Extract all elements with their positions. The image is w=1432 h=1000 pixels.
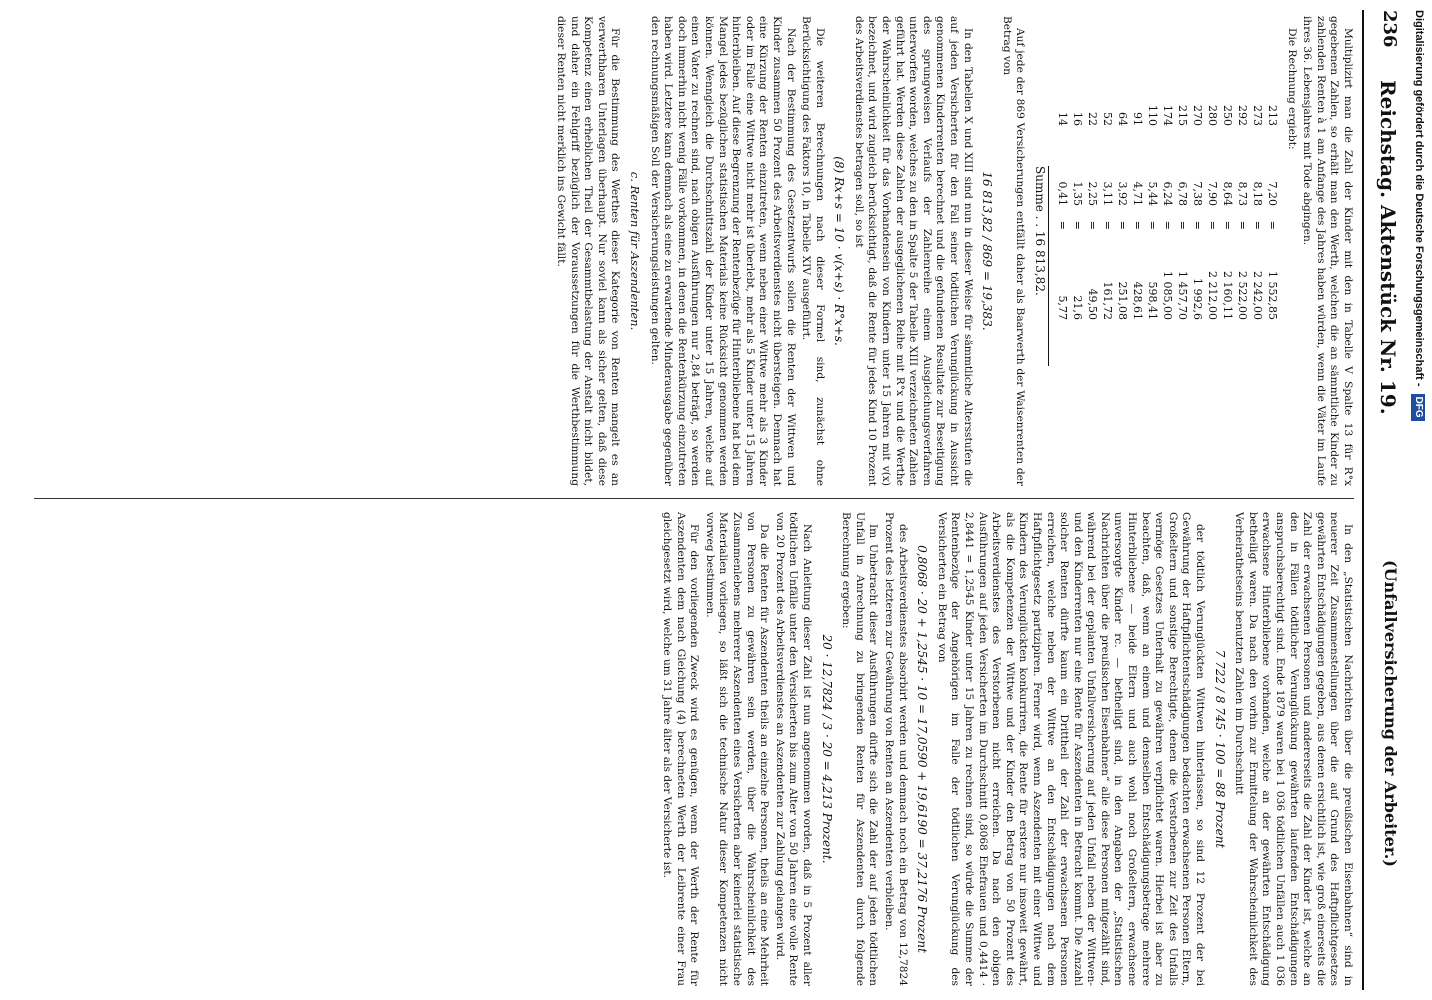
calc-cell: 1 992,6 (1191, 278, 1205, 320)
calc-cell: 8,18 (1251, 181, 1265, 206)
calc-cell: 7,38 (1191, 181, 1205, 206)
funding-text: Digitalisierung gefördert durch die Deutsche Forschungsgemeinschaft - (1413, 10, 1425, 387)
calc-cell: 64 (1116, 112, 1130, 126)
formula: 16 813,82 / 869 = 19,383. (980, 171, 995, 331)
calc-cell: 3,11 (1101, 181, 1115, 206)
calc-cell: 2,25 (1086, 181, 1100, 206)
calc-cell: = (1071, 220, 1085, 230)
formula: 0,8068 · 20 + 1,2545 · 10 = 17,0590 + 19,6190 = 37,2176 Prozent (915, 545, 930, 953)
calc-cell: 8,73 (1236, 181, 1250, 206)
paragraph: Für den vorliegenden Zweck wird es genügen, wenn der Werth der Rente für Aszendenten dem nach Gleichung (4) berechneten Werth der Leibrente einer Frau gleichgesetzt wird, welche um 31 Jahre älter als der Versicherte ist. (661, 512, 701, 986)
formula: 20 · 12,7824 / 3 · 20 = 4,213 Prozent. (819, 634, 834, 864)
paragraph: Auf jede der 869 Versicherungen entfällt daher als Baarwerth der Waisenrenten der Betrag von (1000, 16, 1027, 486)
calculation-table (1055, 56, 1280, 486)
calc-cell: = (1191, 220, 1205, 230)
header-rule (1362, 10, 1364, 990)
calc-cell: 273 (1251, 105, 1265, 126)
calc-cell: 5,44 (1146, 181, 1160, 206)
calculation-sum: Summe . . 16 813,82. (1032, 166, 1049, 366)
calc-cell: 270 (1191, 105, 1205, 126)
calc-cell: = (1236, 220, 1250, 230)
calc-cell: 161,72 (1101, 281, 1115, 320)
calc-cell: 14 (1056, 112, 1070, 126)
calc-cell: 22 (1086, 112, 1100, 126)
formula: (8) Rx+s = 10 · v(x+s) · R°x+s. (832, 156, 847, 346)
paragraph: In den Tabellen X und XIII sind nun in dieser Weise für sämmtliche Altersstufen die auf jeden Versicherten für den Fall seiner tödtlichen Verunglückung in Aussicht genommenen Kinderrenten berechnet und die gefundenen Resultate zur Beseitigung des sprungweisen Verlaufs der Zahlenreihe einem Ausgleichungsverfahren unterworfen worden, welches zu den in Spalte 5 der Tabelle XIII verzeichneten Zahlen geführt hat. Werden diese Zahlen der ausgeglichenen Reihe mit R°x und die Werthe der Wahrscheinlichkeit für das Vorhandensein von Kindern unter 15 Jahren mit v(x) bezeichnet, und wird zugleich berücksichtigt, daß die Rente für jedes Kind 10 Prozent des Arbeitsverdienstes betragen soll, so ist (852, 16, 974, 486)
paragraph: des Arbeitsverdienstes absorbirt werden und demnach noch ein Betrag von 12,7824 Prozent des letzteren zur Gewährung von Renten an Aszendenten verbleiben. (883, 512, 909, 986)
calc-cell: 213 (1266, 105, 1280, 126)
header-subject: (Unfallversicherung der Arbeiter.) (1381, 560, 1400, 867)
paragraph: der tödtlich Verunglückten Wittwen hinterlassen, so sind 12 Prozent der bei Gewährung der Haftpflichtentschädigungen bedachten erwachsenen Personen Eltern, Großeltern und sonstige Berechtigte, denen die Verstorbenen zur Zeit des Unfalls vermöge Gesetzes Unterhalt zu gewähren verpflichtet waren. Hierbei ist aber zu beachten, daß, wenn an einem und demselben Entschädigungsbetrage mehrere Hinterbliebene — beide Eltern und auch wohl noch Großeltern, erwachsene unversorgte Kinder rc. — betheiligt sind, in den Angaben der „Statistischen Nachrichten über die preußischen Eisenbahnen“ alle diese Personen mitgezählt sind, während bei der geplanten Unfallversicherung auf jeden Unfall neben der Wittwen- und den Kinderrenten nur eine Rente für Aszendenten in Betracht kommt. Die Anzahl solcher Renten dürfte kaum ein Drittheil der Zahl der erwachsenen Personen erreichen, welche neben der Wittwe an den Entschädigungen nach dem Haftpflichtgesetz partizipiren. Ferner wird, wenn Aszendenten mit einer Wittwe und Kindern des Verunglückten konkurriren, die Rente für erstere nur insoweit gewährt, als die Kompetenzen der Wittwe und der Kinder den Betrag von 50 Prozent des Arbeitsverdienstes des Verstorbenen nicht erreichen. Da nach den obigen Ausführungen auf jeden Versicherten im Durchschnitt 0,8068 Ehefrauen und 0,4414 · 2,8441 = 1,2545 Kinder unter 15 Jahren zu rechnen sind, so würde die Summe der Rentenbezüge der Angehörigen im Falle der tödtlichen Verunglückung des Versicherten ein Betrag von (935, 512, 1207, 986)
calc-cell: = (1116, 220, 1130, 230)
calc-cell: 280 (1206, 105, 1220, 126)
calc-cell: 251,08 (1116, 281, 1130, 320)
calc-cell: 250 (1221, 105, 1235, 126)
calc-cell: 215 (1176, 105, 1190, 126)
calc-cell: 1 085,00 (1161, 271, 1175, 320)
calc-cell: 0,41 (1056, 181, 1070, 206)
calc-cell: 1 457,70 (1176, 271, 1190, 320)
paragraph: Multiplizirt man die Zahl der Kinder mit den in Tabelle V Spalte 13 für R°x gegebenen Zahlen, so erhält man den Werth, welchen die an sämmtliche Kinder zu zahlenden Renten à 1 am Anfange des Jahres haben würden, wenn die Väter im Laufe ihres 36. Lebensjahres mit Tode abgingen. (1301, 16, 1354, 486)
calc-cell: 49,50 (1086, 288, 1100, 320)
calc-cell: = (1131, 220, 1145, 230)
paragraph: Für die Bestimmung des Werthes dieser Kategorie von Renten mangelt es an verwerthbaren Unterlagen überhaupt. Nur soviel kann als sicher gelten, daß diese Kompetenz einen erheblichen Theil der Gesammtbelastung der Anstalt nicht bildet, und daher ein Fehlgriff bezüglich der Voraussetzungen für die Werthbestimmung dieser Renten nicht merklich ins Gewicht fällt. (555, 16, 622, 486)
paragraph: In den „Statistischen Nachrichten über die preußischen Eisenbahnen“ sind in neuerer Zeit Zusammenstellungen über die auf Grund des Haftpflichtgesetzes gewährten Entschädigungen gegeben, aus denen ersichtlich ist, wie groß einerseits die Zahl der erwachsenen Personen und andererseits die Zahl der Kinder ist, welche an den in Fällen tödtlicher Verunglückung gewährten laufenden Entschädigungen anspruchsberechtigt sind. Ende 1879 waren bei 1 036 tödtlichen Unfällen auch 1 036 erwachsene Hinterbliebene vorhanden, welche an der gewährten Entschädigung betheiligt waren. Da nach den vorhin zur Ermittelung der Wahrscheinlichkeit des Verheirathetseins benutzten Zahlen im Durchschnitt (1233, 512, 1354, 986)
calc-cell: = (1056, 220, 1070, 230)
calc-cell: 91 (1131, 112, 1145, 126)
calc-cell: 6,78 (1176, 181, 1190, 206)
calc-cell: = (1101, 220, 1115, 230)
calc-cell: 7,90 (1206, 181, 1220, 206)
calc-cell: 5,77 (1056, 295, 1070, 320)
paragraph: Im Unbetracht dieser Ausführungen dürfte sich die Zahl der auf jeden tödtlichen Unfall in Anrechnung zu bringenden Renten für Aszendenten durch folgende Berechnung ergeben: (840, 512, 880, 986)
calc-cell: 2 242,00 (1251, 271, 1265, 320)
calc-cell: = (1146, 220, 1160, 230)
paragraph: Die weiteren Berechnungen nach dieser Formel sind, zunächst ohne Berücksichtigung des Faktors 10, in Tabelle XIV ausgeführt. (800, 16, 826, 486)
calc-cell: = (1221, 220, 1235, 230)
calc-cell: 52 (1101, 112, 1115, 126)
calc-cell: 7,20 (1266, 181, 1280, 206)
calc-cell: 6,24 (1161, 181, 1175, 206)
section-heading: c. Renten für Aszendenten. (628, 171, 642, 331)
left-column (24, 16, 1354, 486)
header-number: 19. (1376, 379, 1400, 415)
calc-cell: = (1266, 220, 1280, 230)
calc-cell: 598,41 (1146, 281, 1160, 320)
calc-cell: 1,35 (1071, 181, 1085, 206)
calc-cell: = (1176, 220, 1190, 230)
calc-cell: 3,92 (1116, 181, 1130, 206)
calc-cell: 2 160,11 (1221, 271, 1235, 320)
calc-cell: 4,71 (1131, 181, 1145, 206)
calc-cell: 21,6 (1071, 295, 1085, 320)
calc-cell: = (1251, 220, 1265, 230)
right-column (24, 512, 1354, 986)
calc-cell: 110 (1146, 105, 1160, 126)
calc-cell: = (1086, 220, 1100, 230)
paragraph: Die Rechnung ergiebt: (1285, 28, 1298, 150)
calc-cell: 16 (1071, 112, 1085, 126)
calc-cell: = (1206, 220, 1220, 230)
calc-cell: 174 (1161, 105, 1175, 126)
funding-note (1400, 10, 1426, 650)
calc-cell: 8,64 (1221, 181, 1235, 206)
paragraph: Nach Anleitung dieser Zahl ist nun angenommen worden, daß in 5 Prozent aller tödtlichen Unfälle unter den Versicherten bis zum Alter von 50 Jahren eine volle Rente von 20 Prozent des Arbeitsverdienstes an Aszendenten zur Zahlung gelangen wird. (773, 512, 814, 986)
running-header (1366, 80, 1400, 415)
calc-cell: 2 522,00 (1236, 271, 1250, 320)
page-number: 236 (1379, 10, 1400, 48)
calc-cell: 428,61 (1131, 281, 1145, 320)
header-title: Reichstag. Aktenstück Nr. (1376, 80, 1400, 373)
formula: 7 722 / 8 745 · 100 = 88 Prozent (1212, 649, 1227, 849)
calc-cell: 1 552,85 (1266, 271, 1280, 320)
calc-cell: 2 212,00 (1206, 271, 1220, 320)
column-divider (34, 498, 1354, 499)
paragraph: Nach der Bestimmung des Gesetzentwurfs sollen die Renten der Wittwen und Kinder zusammen 50 Prozent des Arbeitsverdienstes nicht übersteigen. Demnach hat eine Kürzung der Renten einzutreten, wenn neben einer Wittwe mehr als 3 Kinder oder im Falle eine Wittwe nicht mehr ist überlebt, mehr als 5 Kinder unter 15 Jahren hinterbleiben. Auf diese Begrenzung der Rentenbezüge für Hinterbliebene hat bei dem Mangel jedes bezüglichen statistischen Materials keine Rücksicht genommen werden können. Wenngleich die Durchschnittszahl der Kinder unter 15 Jahren, welche auf einen Vater zu rechnen sind, nach obigen Ausführungen nur 2,84 beträgt, so werden doch immerhin nicht wenig Fälle vorkommen, in denen die Rentenkürzung einzutreten haben wird. Letztere kann demnach als eine zu erwartende Minderausgabe gegenüber den rechnungsmäßigen Soll der Versicherungsleistungen gelten. (648, 16, 797, 486)
calc-cell: 292 (1236, 105, 1250, 126)
paragraph: Da die Renten für Aszendenten theils an einzelne Personen, theils an eine Mehrheit von Personen zu gewähren sein werden, über die Wahrscheinlichkeit des Zusammenlebens mehrerer Aszendenten eines Versicherten aber keinerlei statistische Materialien vorliegen, so läßt sich die technische Natur dieser Kompetenzen nicht vorweg bestimmen. (703, 512, 771, 986)
dfg-logo: DFG (1411, 394, 1425, 421)
calc-cell: = (1161, 220, 1175, 230)
